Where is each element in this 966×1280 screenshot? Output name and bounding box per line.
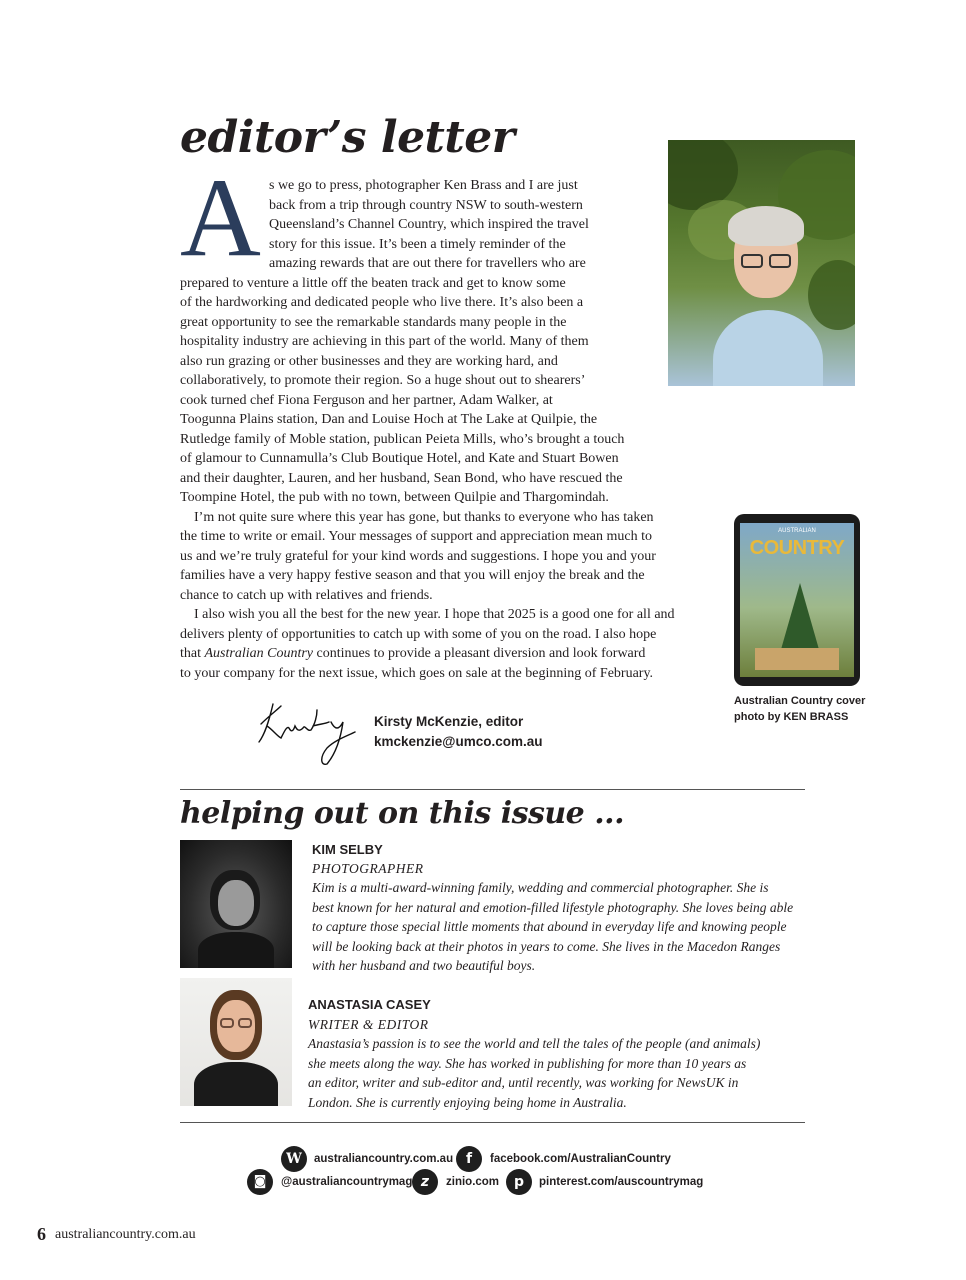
letter-line: to your company for the next issue, which goes on sale at the beginning of February. — [180, 665, 654, 681]
zinio-link[interactable]: zinio.com — [446, 1176, 500, 1188]
bio-line: with her husband and two beautiful boys. — [312, 958, 536, 974]
magazine-title: Australian Country — [204, 646, 314, 661]
cover-caption-line2: photo by KEN BRASS — [734, 711, 849, 723]
footer-site: australiancountry.com.au — [55, 1227, 196, 1242]
letter-line: of the hardworking and dedicated people who live there. It’s also been a — [180, 295, 584, 310]
contributor-role: WRITER & EDITOR — [308, 1017, 429, 1032]
letter-line: collaboratively, to promote their region. So a huge shout out to shearers’ — [180, 373, 586, 388]
magazine-cover-tablet — [734, 514, 860, 686]
contributor-name: KIM SELBY — [312, 842, 383, 857]
letter-line: amazing rewards that are out there for travellers who are — [269, 256, 586, 271]
letter-text: continues to provide a pleasant diversion and look forward — [313, 646, 646, 661]
page-number: 6 — [37, 1224, 46, 1244]
letter-line: story for this issue. It’s been a timely reminder of the — [269, 236, 566, 252]
editor-signature — [255, 696, 360, 768]
zinio-icon: z — [412, 1169, 438, 1195]
cover-caption-line1: Australian Country cover — [734, 695, 866, 707]
letter-line: and their daughter, Lauren, and her husband, Sean Bond, who have rescued the — [180, 470, 623, 486]
bio-line: to capture those special little moments that abound in everyday life and knowing people — [312, 919, 787, 935]
letter-line: Toogunna Plains station, Dan and Louise Hoch at The Lake at Quilpie, the — [180, 412, 598, 427]
magazine-cover — [740, 523, 854, 677]
letter-line: us and we’re truly grateful for your kind words and suggestions. I hope you and your — [180, 548, 656, 564]
contributor-role: PHOTOGRAPHER — [312, 861, 424, 876]
bio-line: Kim is a multi-award-winning family, wedding and commercial photographer. She is — [312, 880, 769, 895]
letter-line: chance to catch up with relatives and friends. — [180, 587, 433, 603]
cover-masthead: COUNTRY — [749, 537, 845, 559]
letter-line: Rutledge family of Moble station, publican Peieta Mills, who’s brought a touch — [180, 431, 625, 447]
letter-line: cook turned chef Fiona Ferguson and her partner, Adam Walker, at — [180, 392, 553, 408]
pinterest-link[interactable]: pinterest.com/auscountrymag — [539, 1176, 704, 1188]
letter-line: prepared to venture a little off the beaten track and get to know some — [180, 275, 566, 291]
instagram-icon: ◙ — [247, 1169, 273, 1195]
contributor-name: ANASTASIA CASEY — [308, 997, 431, 1012]
letter-line: delivers plenty of opportunities to catch up with some of you on the road. I also hope — [180, 626, 657, 642]
letter-line: Queensland’s Channel Country, which inspired the travel — [269, 217, 589, 232]
bio-line: London. She is currently enjoying being home in Australia. — [308, 1094, 627, 1110]
letter-line: of glamour to Cunnamulla’s Club Boutique Hotel, and Kate and Stuart Bowen — [180, 451, 619, 466]
contributor-photo-anastasia — [180, 978, 292, 1106]
cover-masthead-top: AUSTRALIAN — [778, 528, 816, 534]
bio-line: Anastasia’s passion is to see the world and tell the tales of the people (and animals) — [308, 1036, 761, 1051]
facebook-link[interactable]: facebook.com/AustralianCountry — [490, 1153, 671, 1165]
section-title: helping out on this issue ... — [180, 796, 625, 831]
letter-line: I’m not quite sure where this year has gone, but thanks to everyone who has taken — [194, 509, 654, 525]
letter-line: I also wish you all the best for the new year. I hope that 2025 is a good one for all and — [194, 607, 675, 622]
letter-line — [180, 646, 645, 662]
editor-name: Kirsty McKenzie, editor — [374, 714, 524, 729]
letter-line: Toompine Hotel, the pub with no town, between Quilpie and Thargomindah. — [180, 490, 609, 505]
letter-line: families have a very happy festive season and that you will enjoy the break and the — [180, 568, 645, 583]
letter-line: back from a trip through country NSW to south-western — [269, 197, 583, 213]
letter-line: the time to write or email. Your messages of support and appreciation mean much to — [180, 529, 653, 544]
web-icon: W — [281, 1146, 307, 1172]
letter-line: also run grazing or other businesses and they are working hard, and — [180, 353, 558, 369]
editor-email[interactable]: kmckenzie@umco.com.au — [374, 734, 543, 749]
letter-line: hospitality industry are achieving in this part of the world. Many of them — [180, 334, 589, 349]
pinterest-icon: p — [506, 1169, 532, 1195]
page-title: editor’s letter — [180, 112, 515, 163]
facebook-icon: f — [456, 1146, 482, 1172]
editor-photo — [668, 140, 855, 386]
contributor-photo-kim — [180, 840, 292, 968]
bio-line: best known for her natural and emotion-filled lifestyle photography. She loves being able — [312, 899, 794, 915]
divider-bottom — [180, 1122, 805, 1123]
divider-top — [180, 789, 805, 790]
bio-line: will be looking back at their photos in years to come. She lives in the Macedon Ranges — [312, 938, 781, 954]
instagram-link[interactable]: @australiancountrymag — [281, 1176, 413, 1188]
bio-line: she meets along the way. She has worked in publishing for more than 10 years as — [308, 1055, 747, 1071]
letter-line: s we go to press, photographer Ken Brass and I are just — [269, 178, 578, 193]
drop-cap: A — [180, 156, 261, 280]
letter-line: great opportunity to see the remarkable standards many people in the — [180, 314, 567, 330]
website-link[interactable]: australiancountry.com.au — [314, 1153, 454, 1165]
letter-text: that — [180, 646, 205, 661]
bio-line: an editor, writer and sub-editor and, until recently, was working for NewsUK in — [308, 1075, 739, 1091]
